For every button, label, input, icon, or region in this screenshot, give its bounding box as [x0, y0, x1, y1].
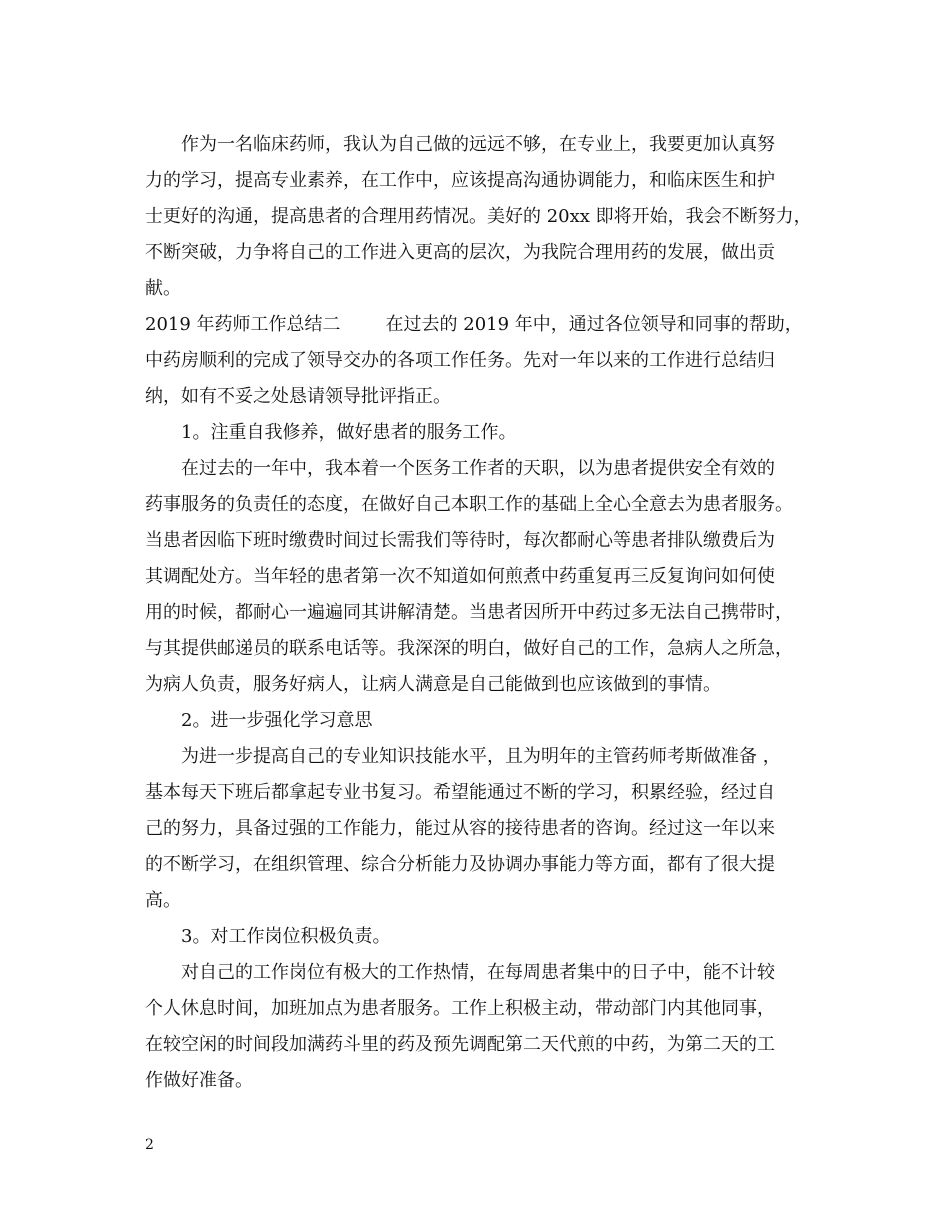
paragraph-line: 与其提供邮递员的联系电话等。我深深的明白，做好自己的工作，急病人之所急， [145, 638, 793, 659]
item-heading: 1。注重自我修养，做好患者的服务工作。 [181, 422, 517, 443]
paragraph-line: 作为一名临床药师，我认为自己做的远远不够，在专业上，我要更加认真努 [181, 134, 775, 155]
paragraph-line: 个人休息时间，加班加点为患者服务。工作上积极主动，带动部门内其他同事， [145, 998, 775, 1019]
paragraph-line: 在较空闲的时间段加满药斗里的药及预先调配第二天代煎的中药，为第二天的工 [145, 1034, 775, 1055]
paragraph-line: 己的努力，具备过强的工作能力，能过从容的接待患者的咨询。经过这一年以来 [145, 818, 775, 839]
paragraph-line: 对自己的工作岗位有极大的工作热情，在每周患者集中的日子中，能不计较 [181, 962, 775, 983]
paragraph-line: 纳，如有不妥之处恳请领导批评指正。 [145, 386, 451, 407]
paragraph-line: 在过去的 2019 年中，通过各位领导和同事的帮助， [385, 314, 803, 335]
item-heading: 2。进一步强化学习意思 [181, 710, 373, 731]
paragraph-line: 基本每天下班后都拿起专业书复习。希望能通过不断的学习，积累经验，经过自 [145, 782, 775, 803]
paragraph-line: 当患者因临下班时缴费时间过长需我们等待时，每次都耐心等患者排队缴费后为 [145, 530, 775, 551]
paragraph-line: 士更好的沟通，提高患者的合理用药情况。美好的 20xx 即将开始，我会不断努力， [145, 206, 812, 227]
paragraph-line: 中药房顺利的完成了领导交办的各项工作任务。先对一年以来的工作进行总结归 [145, 350, 775, 371]
section-heading-line [145, 313, 803, 337]
paragraph-line: 药事服务的负责任的态度，在做好自己本职工作的基础上全心全意去为患者服务。 [145, 494, 793, 515]
page-number: 2 [145, 1137, 154, 1153]
paragraph-line: 在过去的一年中，我本着一个医务工作者的天职，以为患者提供安全有效的 [181, 458, 775, 479]
paragraph-line: 高。 [145, 890, 181, 911]
paragraph-line: 力的学习，提高专业素养，在工作中，应该提高沟通协调能力，和临床医生和护 [145, 170, 775, 191]
paragraph-line: 不断突破，力争将自己的工作进入更高的层次，为我院合理用药的发展，做出贡 [145, 242, 775, 263]
paragraph-line: 为病人负责，服务好病人，让病人满意是自己能做到也应该做到的事情。 [145, 674, 721, 695]
paragraph-line: 其调配处方。当年轻的患者第一次不知道如何煎煮中药重复再三反复询问如何使 [145, 566, 775, 587]
paragraph-line: 作做好准备。 [145, 1070, 253, 1091]
paragraph-line: 献。 [145, 278, 181, 299]
paragraph-line: 为进一步提高自己的专业知识技能水平，且为明年的主管药师考斯做准备 ， [181, 746, 781, 767]
paragraph-line: 的不断学习，在组织管理、综合分析能力及协调办事能力等方面，都有了很大提 [145, 854, 775, 875]
item-heading: 3。对工作岗位积极负责。 [181, 926, 391, 947]
paragraph-line: 用的时候，都耐心一遍遍同其讲解清楚。当患者因所开中药过多无法自己携带时， [145, 602, 793, 623]
section-heading: 2019 年药师工作总结二 [145, 314, 341, 335]
